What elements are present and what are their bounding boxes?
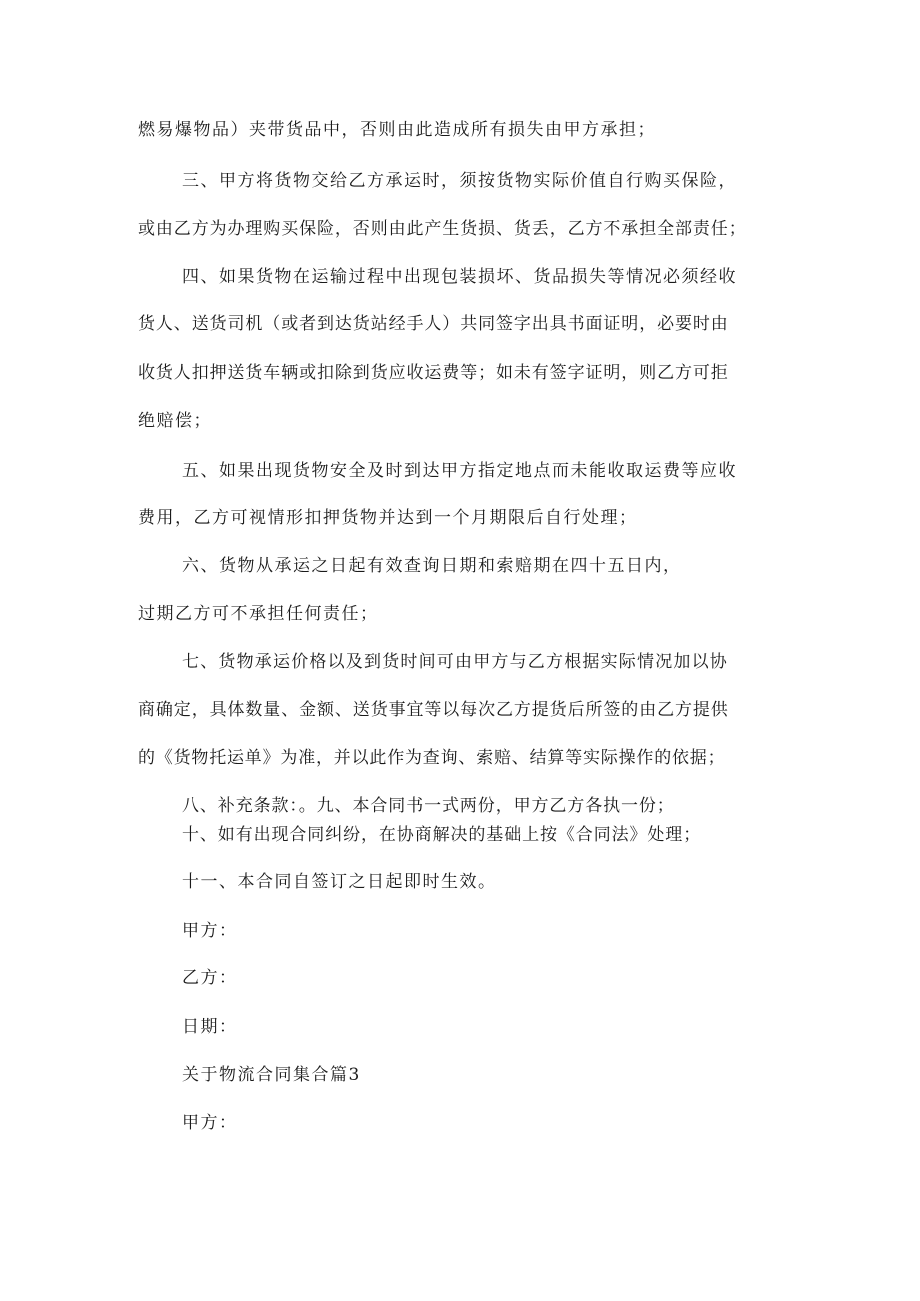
- clause-7-line-2: 商确定，具体数量、金额、送货事宜等以每次乙方提货后所签的由乙方提供: [138, 700, 729, 720]
- clause-5-line-2: 费用，乙方可视情形扣押货物并达到一个月期限后自行处理；: [138, 508, 638, 528]
- clause-11-line: 十一、本合同自签订之日起即时生效。: [182, 872, 497, 892]
- clause-5-line-1: 五、如果出现货物安全及时到达甲方指定地点而未能收取运费等应收: [182, 461, 737, 481]
- clause-3-line-2: 或由乙方为办理购买保险，否则由此产生货损、货丢，乙方不承担全部责任；: [138, 219, 747, 239]
- text-line: 燃易爆物品）夹带货品中，否则由此造成所有损失由甲方承担；: [138, 120, 656, 140]
- clause-3-line-1: 三、甲方将货物交给乙方承运时，须按货物实际价值自行购买保险，: [182, 171, 737, 191]
- date-label: 日期：: [182, 1017, 238, 1037]
- clause-6-line-1: 六、货物从承运之日起有效查询日期和索赔期在四十五日内，: [182, 556, 682, 576]
- section-title: 关于物流合同集合篇3: [182, 1065, 361, 1085]
- party-a-label-2: 甲方：: [182, 1113, 238, 1133]
- clause-10-line: 十、如有出现合同纠纷，在协商解决的基础上按《合同法》处理；: [182, 825, 702, 845]
- clause-4-line-4: 绝赔偿；: [138, 411, 212, 431]
- clause-6-line-2: 过期乙方可不承担任何责任；: [138, 604, 379, 624]
- clause-7-line-1: 七、货物承运价格以及到货时间可由甲方与乙方根据实际情况加以协: [182, 652, 728, 672]
- party-b-label: 乙方：: [182, 968, 238, 988]
- clause-4-line-1: 四、如果货物在运输过程中出现包装损坏、货品损失等情况必须经收: [182, 267, 737, 287]
- clause-4-line-2: 货人、送货司机（或者到达货站经手人）共同签字出具书面证明，必要时由: [138, 314, 729, 334]
- clause-4-line-3: 收货人扣押送货车辆或扣除到货应收运费等；如未有签字证明，则乙方可拒: [138, 363, 729, 383]
- clause-8-9-line: 八、补充条款：。九、本合同书一式两份，甲方乙方各执一份；: [182, 796, 675, 816]
- party-a-label: 甲方：: [182, 921, 238, 941]
- clause-7-line-3: 的《货物托运单》为准，并以此作为查询、索赔、结算等实际操作的依据；: [138, 748, 726, 768]
